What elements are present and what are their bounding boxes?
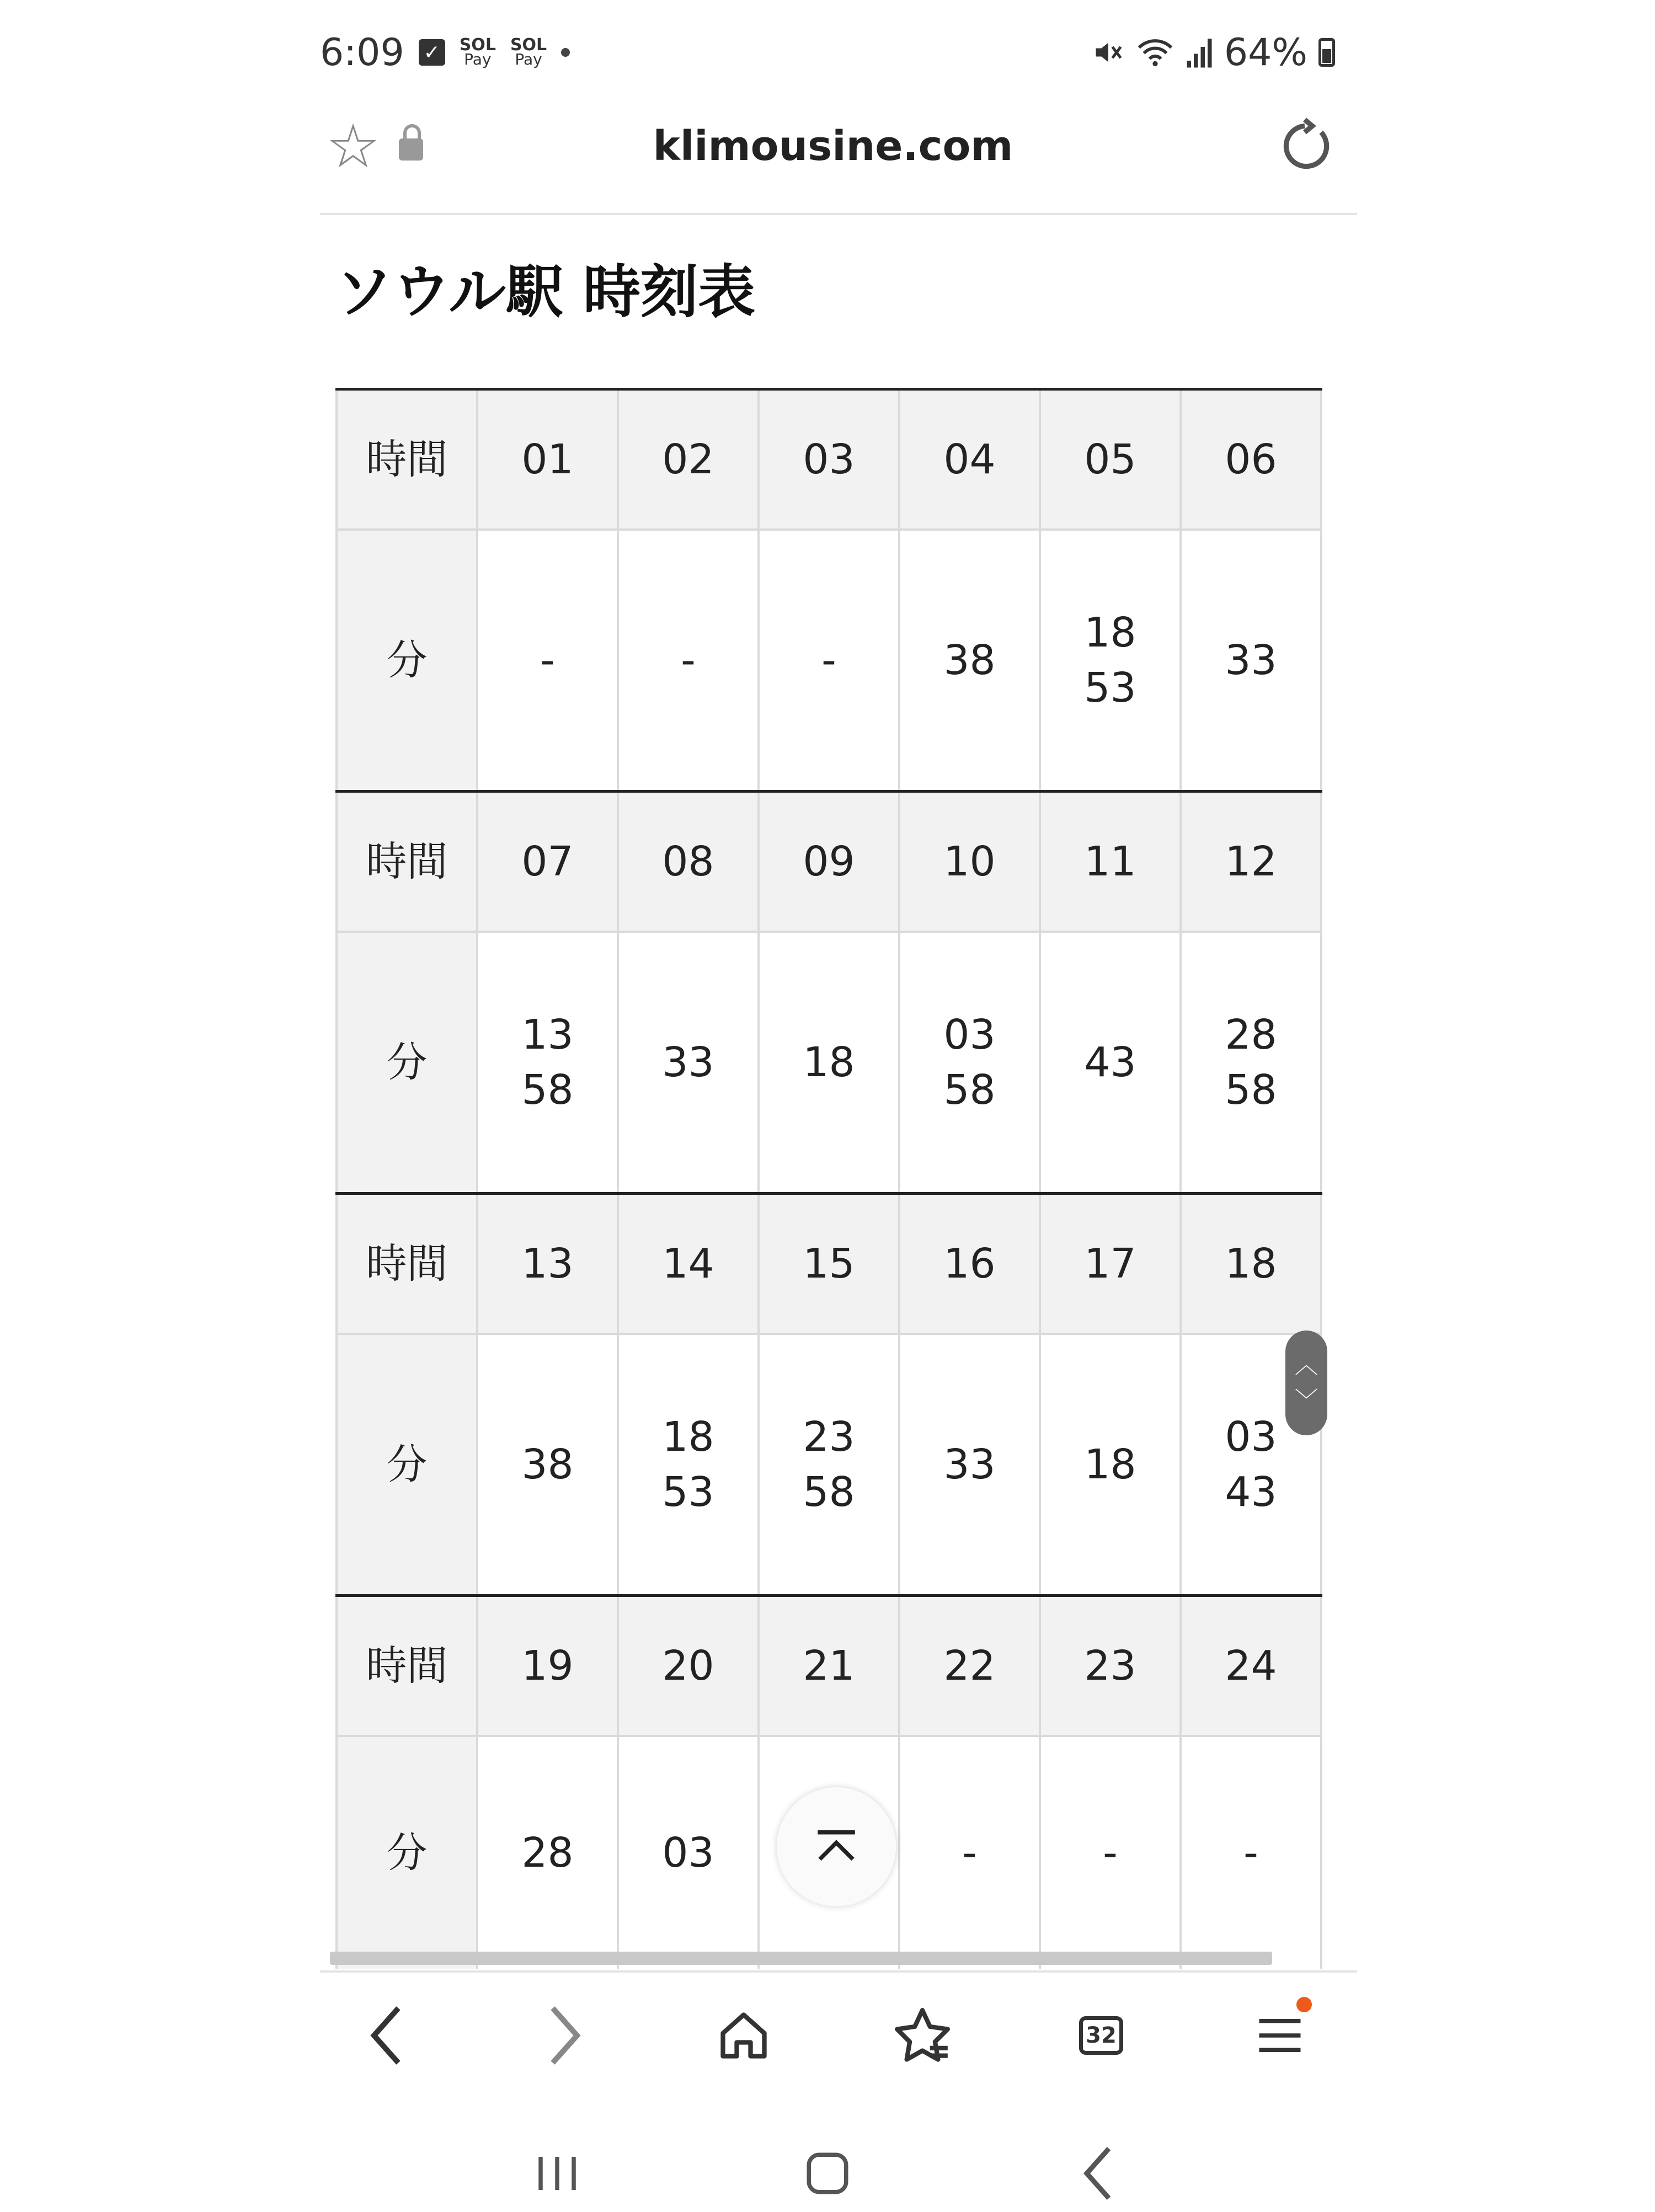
timetable [335,388,1322,1969]
system-back-icon [1081,2146,1114,2201]
hour-cell: 22 [899,1596,1040,1737]
page-title: ソウル駅 時刻表 [335,258,756,325]
minute-cell [477,1736,618,1969]
hour-cell: 23 [1040,1596,1181,1737]
notification-badge [1296,1997,1312,2012]
minute-cell [618,530,759,792]
minute-value: 28 [1225,1011,1277,1059]
back-arrow-icon [367,2005,405,2066]
minute-cell [759,932,899,1194]
browser-toolbar [331,1986,1335,2085]
minute-cell [618,1334,759,1596]
hour-cell: 12 [1181,792,1321,932]
hour-cell: 02 [618,389,759,530]
home-icon [716,2008,771,2063]
minute-value: - [962,1829,977,1877]
wifi-icon [1136,36,1174,69]
minute-value: - [821,637,836,684]
hour-label-cell: 時間 [337,1194,477,1334]
minute-cell [477,1334,618,1596]
minute-cell [477,932,618,1194]
hour-cell: 07 [477,792,618,932]
reload-icon[interactable] [1274,116,1335,177]
minute-cell [1181,932,1321,1194]
hour-cell: 10 [899,792,1040,932]
hour-cell: 18 [1181,1194,1321,1334]
hour-cell: 04 [899,389,1040,530]
minute-label-cell: 分 [337,1334,477,1596]
minute-value: 38 [943,637,996,684]
minute-label-cell: 分 [337,932,477,1194]
minute-cell [1040,932,1181,1194]
minute-value: 58 [1225,1066,1277,1114]
minute-cell [899,932,1040,1194]
status-left [320,31,570,74]
hour-row [337,792,1321,932]
recent-apps-icon [532,2151,582,2195]
system-nav-bar [496,2135,1158,2212]
bookmark-star-icon[interactable]: ☆ [325,111,381,181]
lock-icon[interactable] [386,134,436,158]
address-bar [320,105,1335,188]
mute-icon [1092,36,1125,69]
fast-scroll-handle[interactable] [1285,1331,1327,1435]
minute-value: 53 [1084,664,1136,712]
scroll-up-chevron-icon[interactable]: ︿ [1294,1351,1318,1379]
scroll-to-top-icon [812,1828,861,1866]
hour-row [337,389,1321,530]
toolbar-divider [320,1970,1357,1973]
minute-row [337,932,1321,1194]
hour-cell: 09 [759,792,899,932]
bookmarks-button[interactable] [867,1986,978,2085]
hour-cell: 24 [1181,1596,1321,1737]
tabs-button[interactable] [1046,1986,1156,2085]
bookmarks-icon [892,2005,953,2066]
sol-pay-icon: SOL Pay [459,35,496,68]
checkbox-notification-icon: ✓ [419,39,445,66]
hour-cell: 20 [618,1596,759,1737]
minute-value: 18 [803,1039,855,1086]
sol-pay-icon: SOL Pay [510,35,547,68]
battery-icon [1318,38,1335,67]
horizontal-scrollbar[interactable] [330,1952,1272,1965]
forward-arrow-icon [546,2005,584,2066]
minute-value: 18 [1084,1441,1136,1488]
minute-value: 03 [943,1011,996,1059]
hour-label-cell: 時間 [337,1596,477,1737]
url-field[interactable]: klimousine.com [653,122,1013,170]
back-button[interactable] [331,1986,441,2085]
minute-cell [899,1736,1040,1969]
minute-value: 33 [943,1441,996,1488]
recent-apps-button[interactable] [496,2135,618,2212]
minute-value: 58 [943,1066,996,1114]
minute-value: 23 [803,1413,855,1461]
hour-cell: 03 [759,389,899,530]
minute-value: 33 [662,1039,714,1086]
hour-cell: 08 [618,792,759,932]
minute-value: 58 [803,1468,855,1516]
hour-cell: 16 [899,1194,1040,1334]
tabs-icon: 32 [1079,2016,1123,2055]
hour-cell: 11 [1040,792,1181,932]
hour-label-cell: 時間 [337,389,477,530]
status-time: 6:09 [320,30,404,74]
hour-row [337,1194,1321,1334]
minute-value: 18 [1084,609,1136,656]
system-back-button[interactable] [1037,2135,1158,2212]
minute-cell [477,530,618,792]
hour-cell: 17 [1040,1194,1181,1334]
home-button[interactable] [688,1986,799,2085]
hour-cell: 06 [1181,389,1321,530]
minute-cell [1040,1736,1181,1969]
pay1-label: Pay [464,50,492,68]
minute-cell [618,1736,759,1969]
minute-label-cell: 分 [337,1736,477,1969]
more-notifications-dot-icon [561,48,570,57]
minute-value: 18 [662,1413,714,1461]
scroll-down-chevron-icon[interactable]: ﹀ [1294,1387,1318,1414]
hour-cell: 01 [477,389,618,530]
minute-value: - [681,637,696,684]
minute-cell [899,1334,1040,1596]
status-bar [320,22,1335,83]
menu-button[interactable] [1225,1986,1335,2085]
status-right [1092,31,1335,74]
home-nav-button[interactable] [767,2135,888,2212]
scroll-to-top-button[interactable] [777,1787,896,1906]
minute-value: 43 [1084,1039,1136,1086]
minute-cell [759,1334,899,1596]
home-button-icon [803,2149,852,2198]
minute-value: - [1103,1829,1118,1877]
minute-cell [618,932,759,1194]
hour-cell: 21 [759,1596,899,1737]
signal-icon [1186,36,1213,69]
forward-button[interactable] [510,1986,620,2085]
hour-cell: 13 [477,1194,618,1334]
minute-row [337,530,1321,792]
minute-cell [759,530,899,792]
minute-value: 33 [1225,637,1277,684]
pay2-label: Pay [515,50,542,68]
hour-cell: 14 [618,1194,759,1334]
minute-row [337,1334,1321,1596]
minute-cell [899,530,1040,792]
minute-value: 03 [1225,1413,1277,1461]
hour-cell: 05 [1040,389,1181,530]
minute-value: 13 [521,1011,574,1059]
minute-cell [1040,530,1181,792]
battery-percent: 64% [1224,30,1307,74]
minute-value: 53 [662,1468,714,1516]
minute-label-cell: 分 [337,530,477,792]
hour-row [337,1596,1321,1737]
address-bar-divider [320,213,1357,215]
menu-icon [1255,2013,1305,2058]
minute-value: 03 [662,1829,714,1877]
hour-cell: 15 [759,1194,899,1334]
minute-value: 38 [521,1441,574,1488]
minute-value: - [540,637,555,684]
minute-value: 28 [521,1829,574,1877]
minute-value: 58 [521,1066,574,1114]
minute-value: 43 [1225,1468,1277,1516]
minute-cell [1181,1736,1321,1969]
minute-cell [1181,530,1321,792]
minute-cell [1040,1334,1181,1596]
minute-value: - [1243,1829,1258,1877]
hour-label-cell: 時間 [337,792,477,932]
hour-cell: 19 [477,1596,618,1737]
